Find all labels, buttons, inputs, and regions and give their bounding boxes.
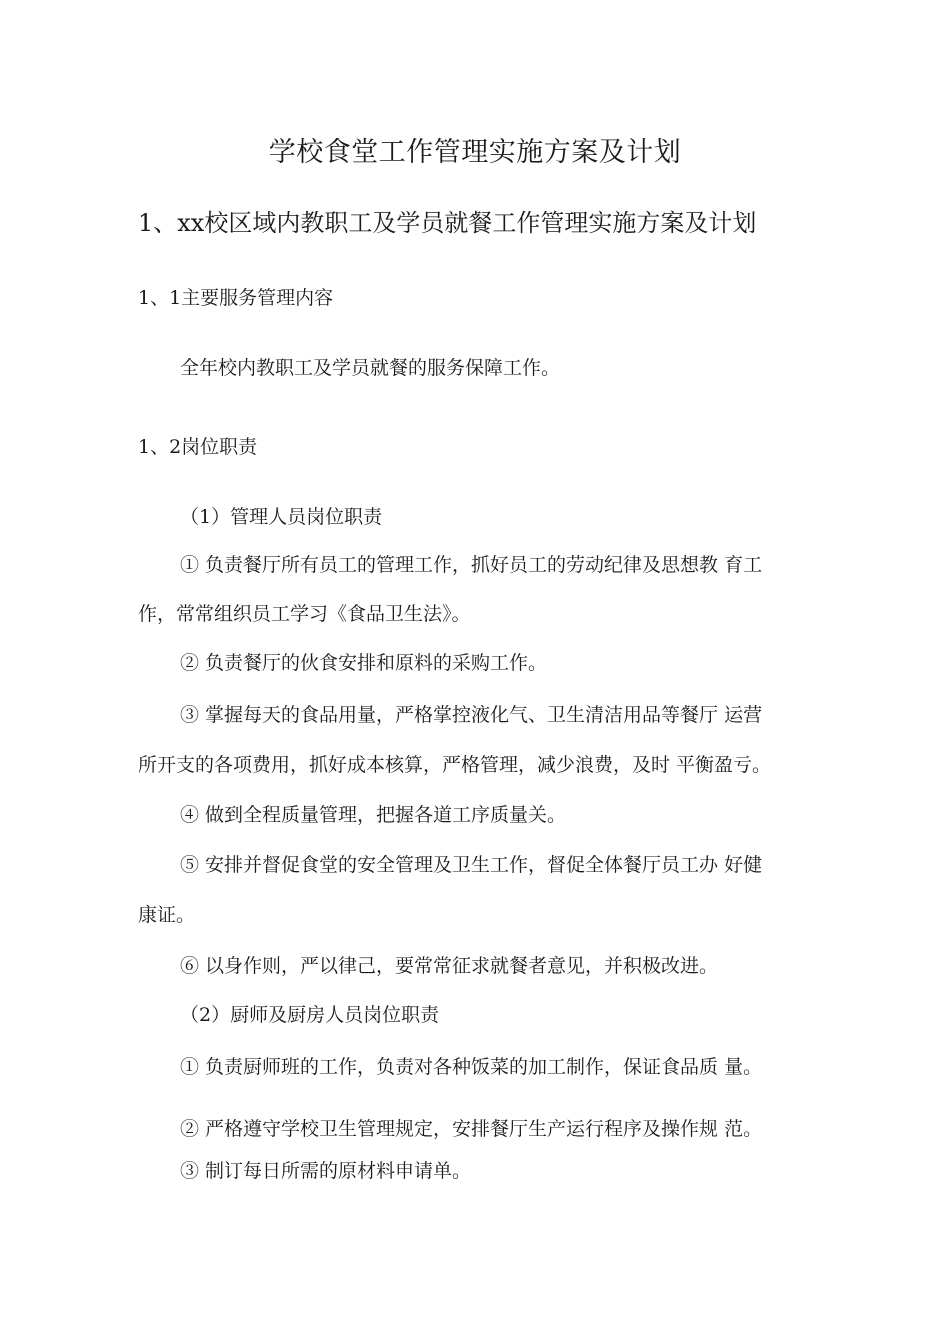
chef-duty-item-2: ② 严格遵守学校卫生管理规定，安排餐厅生产运行程序及操作规 范。 — [180, 1118, 763, 1140]
subsection-1-2-heading: 1、2岗位职责 — [138, 436, 258, 458]
subsection-1-1-heading: 1、1主要服务管理内容 — [138, 287, 334, 309]
subsection-1-1-text: 全年校内教职工及学员就餐的服务保障工作。 — [180, 357, 561, 379]
duty-item-1-line-2: 作，常常组织员工学习《食品卫生法》。 — [138, 603, 471, 625]
duty-item-4: ④ 做到全程质量管理，把握各道工序质量关。 — [180, 804, 567, 826]
chef-duty-item-1: ① 负责厨师班的工作，负责对各种饭菜的加工制作，保证食品质 量。 — [180, 1056, 763, 1078]
duty-item-5-line-2: 康证。 — [138, 904, 196, 926]
duty-item-3-line-1: ③ 掌握每天的食品用量，严格掌控液化气、卫生清洁用品等餐厅 运营 — [180, 704, 763, 726]
duty-item-6: ⑥ 以身作则，严以律己，要常常征求就餐者意见，并积极改进。 — [180, 955, 719, 977]
duty-item-3-line-2: 所开支的各项费用，抓好成本核算，严格管理，减少浪费，及时 平衡盈亏。 — [138, 754, 772, 776]
group-1-heading: （1）管理人员岗位职责 — [180, 506, 383, 528]
duty-item-2: ② 负责餐厅的伙食安排和原料的采购工作。 — [180, 652, 548, 674]
duty-item-1-line-1: ① 负责餐厅所有员工的管理工作，抓好员工的劳动纪律及思想教 育工 — [180, 554, 763, 576]
duty-item-5-line-1: ⑤ 安排并督促食堂的安全管理及卫生工作，督促全体餐厅员工办 好健 — [180, 854, 763, 876]
section-1-heading: 1、xx校区域内教职工及学员就餐工作管理实施方案及计划 — [138, 209, 757, 237]
document-title: 学校食堂工作管理实施方案及计划 — [268, 137, 682, 168]
group-2-heading: （2）厨师及厨房人员岗位职责 — [180, 1004, 440, 1026]
chef-duty-item-3: ③ 制订每日所需的原材料申请单。 — [180, 1160, 472, 1182]
